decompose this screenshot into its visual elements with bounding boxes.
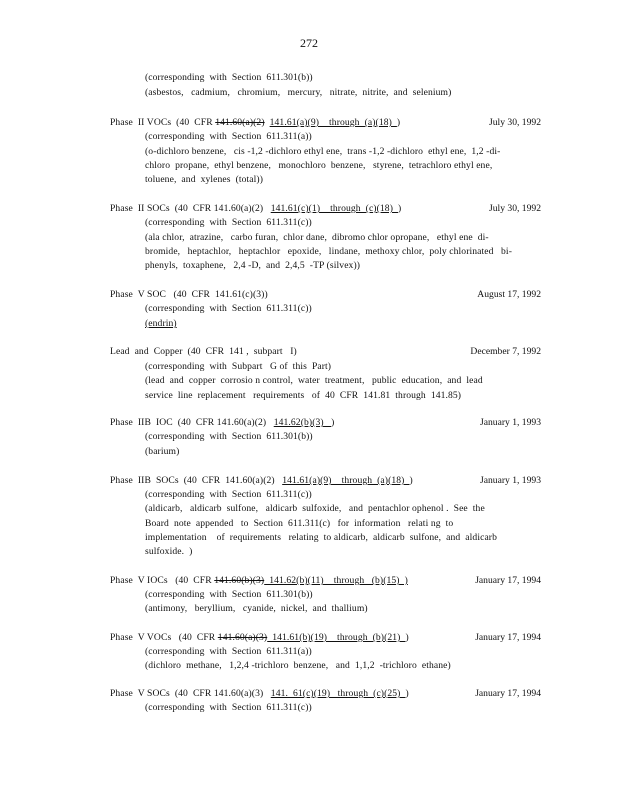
entry-detail-text: sulfoxide. ) (145, 546, 193, 557)
entry-detail-text: (ala chlor, atrazine, carbo furan, chlor dane, dibromo chlor opropane, ethyl ene di- (145, 232, 489, 243)
entry-detail-text: implementation of requirements relating to aldicarb, aldicarb sulfone, and aldicarb (145, 532, 497, 543)
entry-detail-line (145, 390, 461, 402)
entry-detail-text: (corresponding with Section 611.311(c)) (145, 303, 312, 314)
entry-detail-line (145, 446, 179, 458)
heading-text: ) (397, 203, 402, 214)
inserted-text: 141.62(b)(3) (273, 417, 332, 428)
entry-detail-text: (o-dichloro benzene, cis -1,2 -dichloro ethyl ene, trans -1,2 -dichloro ethyl ene, 1,2 -di- (145, 146, 501, 157)
entry-detail-line (145, 702, 312, 714)
entry-detail-text: phenyls, toxaphene, 2,4 -D, and 2,4,5 -TP (silvex)) (145, 260, 361, 271)
entry-detail-text: (corresponding with Section 611.311(c)) (145, 489, 312, 500)
entry-detail-line (145, 660, 451, 672)
entry-detail-line (145, 232, 489, 244)
entry-detail-text: (barium) (145, 446, 180, 457)
entry-heading (110, 346, 297, 358)
entry-detail-text: (asbestos, cadmium, chromium, mercury, nitrate, nitrite, and selenium) (145, 87, 452, 98)
heading-text: Phase II VOCs (40 CFR (110, 117, 216, 128)
entry-detail-line (145, 589, 313, 601)
entry-detail-line (145, 518, 453, 530)
entry-detail-text: (corresponding with Section 611.311(c)) (145, 217, 312, 228)
entry-detail-line (145, 72, 313, 84)
entry-heading (110, 203, 401, 215)
entry-detail-text: (dichloro methane, 1,2,4 -trichloro benzene, and 1,1,2 -trichloro ethane) (145, 660, 451, 671)
effective-date: July 30, 1992 (489, 203, 541, 214)
entry-detail-line (145, 260, 360, 272)
entry-heading (110, 688, 409, 700)
entry-detail-text: bromide, heptachlor, heptachlor epoxide, lindane, methoxy chlor, poly chlorinated bi- (145, 246, 512, 257)
entry-detail-text: (corresponding with Section 611.301(b)) (145, 431, 313, 442)
entry-detail-text: Board note appended to Section 611.311(c) for information relati ng to (145, 518, 454, 529)
entry-detail-line (145, 375, 483, 387)
heading-text: Phase II SOCs (40 CFR 141.60(a)(2) (110, 203, 271, 214)
entry-heading (110, 632, 409, 644)
entry-heading (110, 117, 400, 129)
page-number: 272 (300, 36, 318, 50)
entry-detail-text: (corresponding with Section 611.311(c)) (145, 702, 312, 713)
entry-detail-text: (corresponding with Section 611.301(b)) (145, 589, 313, 600)
entry-heading (110, 475, 413, 487)
entry-detail-text: chloro propane, ethyl benzene, monochloro benzene, styrene, tetrachloro ethyl ene, (145, 160, 493, 171)
inserted-text: 141.61(c)(1) through (c)(18) (270, 203, 398, 214)
entry-detail-line (145, 431, 313, 443)
entry-detail-text: (lead and copper corrosio n control, water treatment, public education, and lead (145, 375, 483, 386)
inserted-text: 141.61(a)(9) through (a)(18) (269, 117, 397, 128)
deleted-text: 141.60(b)(3) (214, 575, 265, 586)
effective-date: July 30, 1992 (489, 117, 541, 128)
heading-text: Phase V SOC (40 CFR 141.61(c)(3)) (110, 289, 268, 300)
entry-detail-text: (corresponding with Subpart G of this Part) (145, 361, 332, 372)
effective-date: January 17, 1994 (475, 575, 541, 586)
inserted-text: 141.61(a)(9) through (a)(18) (282, 475, 410, 486)
heading-text: ) (409, 475, 413, 486)
entry-detail-line (145, 146, 500, 158)
effective-date: December 7, 1992 (470, 346, 541, 357)
effective-date: January 17, 1994 (475, 632, 541, 643)
heading-text: Phase V VOCs (40 CFR (110, 632, 218, 643)
heading-text: Phase V IOCs (40 CFR (110, 575, 215, 586)
entry-detail-line (145, 646, 312, 658)
entry-detail-line (145, 532, 497, 544)
entry-detail-line (145, 503, 485, 515)
entry-detail-line (145, 318, 177, 330)
entry-detail-line (145, 303, 312, 315)
heading-text: Lead and Copper (40 CFR 141 , subpart I) (110, 346, 297, 357)
entry-detail-line (145, 361, 331, 373)
entry-detail-text: (aldicarb, aldicarb sulfone, aldicarb sulfoxide, and pentachlor ophenol . See the (145, 503, 485, 514)
heading-text: ) (405, 632, 409, 643)
heading-text: ) (405, 688, 409, 699)
entry-detail-line (145, 546, 192, 558)
deleted-text: 141.60(a)(2) (215, 117, 265, 128)
effective-date: January 1, 1993 (479, 417, 541, 428)
entry-detail-text: (antimony, beryllium, cyanide, nickel, and thallium) (145, 603, 368, 614)
entry-heading (110, 289, 268, 301)
entry-detail-line (145, 603, 368, 615)
entry-detail-line (145, 174, 263, 186)
entry-detail-line (145, 246, 512, 258)
inserted-text: 141. 61(c)(19) through (c)(25) (270, 688, 406, 699)
inserted-text: 141.62(b)(11) through (b)(15) ) (264, 575, 408, 586)
entry-detail-text: (corresponding with Section 611.311(a)) (145, 131, 312, 142)
effective-date: January 1, 1993 (479, 475, 541, 486)
heading-text: Phase V SOCs (40 CFR 141.60(a)(3) (110, 688, 271, 699)
effective-date: January 17, 1994 (475, 688, 541, 699)
deleted-text: 141.60(a)(3) (217, 632, 268, 643)
entry-detail-text: toluene, and xylenes (total)) (145, 174, 264, 185)
heading-text: ) (396, 117, 401, 128)
heading-text: Phase IIB SOCs (40 CFR 141.60(a)(2) (110, 475, 283, 486)
entry-detail-text: (endrin) (145, 318, 177, 329)
inserted-text: 141.61(b)(19) through (b)(21) (267, 632, 406, 643)
heading-text: ) (331, 417, 335, 428)
entry-detail-line (145, 160, 492, 172)
entry-detail-line (145, 131, 312, 143)
entry-heading (110, 575, 408, 587)
effective-date: August 17, 1992 (477, 289, 541, 300)
entry-detail-line (145, 87, 451, 99)
entry-detail-text: (corresponding with Section 611.311(a)) (145, 646, 312, 657)
entry-detail-line (145, 217, 312, 229)
heading-text: Phase IIB IOC (40 CFR 141.60(a)(2) (110, 417, 274, 428)
entry-heading (110, 417, 334, 429)
entry-detail-text: (corresponding with Section 611.301(b)) (145, 72, 313, 83)
entry-detail-line (145, 489, 312, 501)
entry-detail-text: service line replacement requirements of 40 CFR 141.81 through 141.85) (145, 390, 462, 401)
